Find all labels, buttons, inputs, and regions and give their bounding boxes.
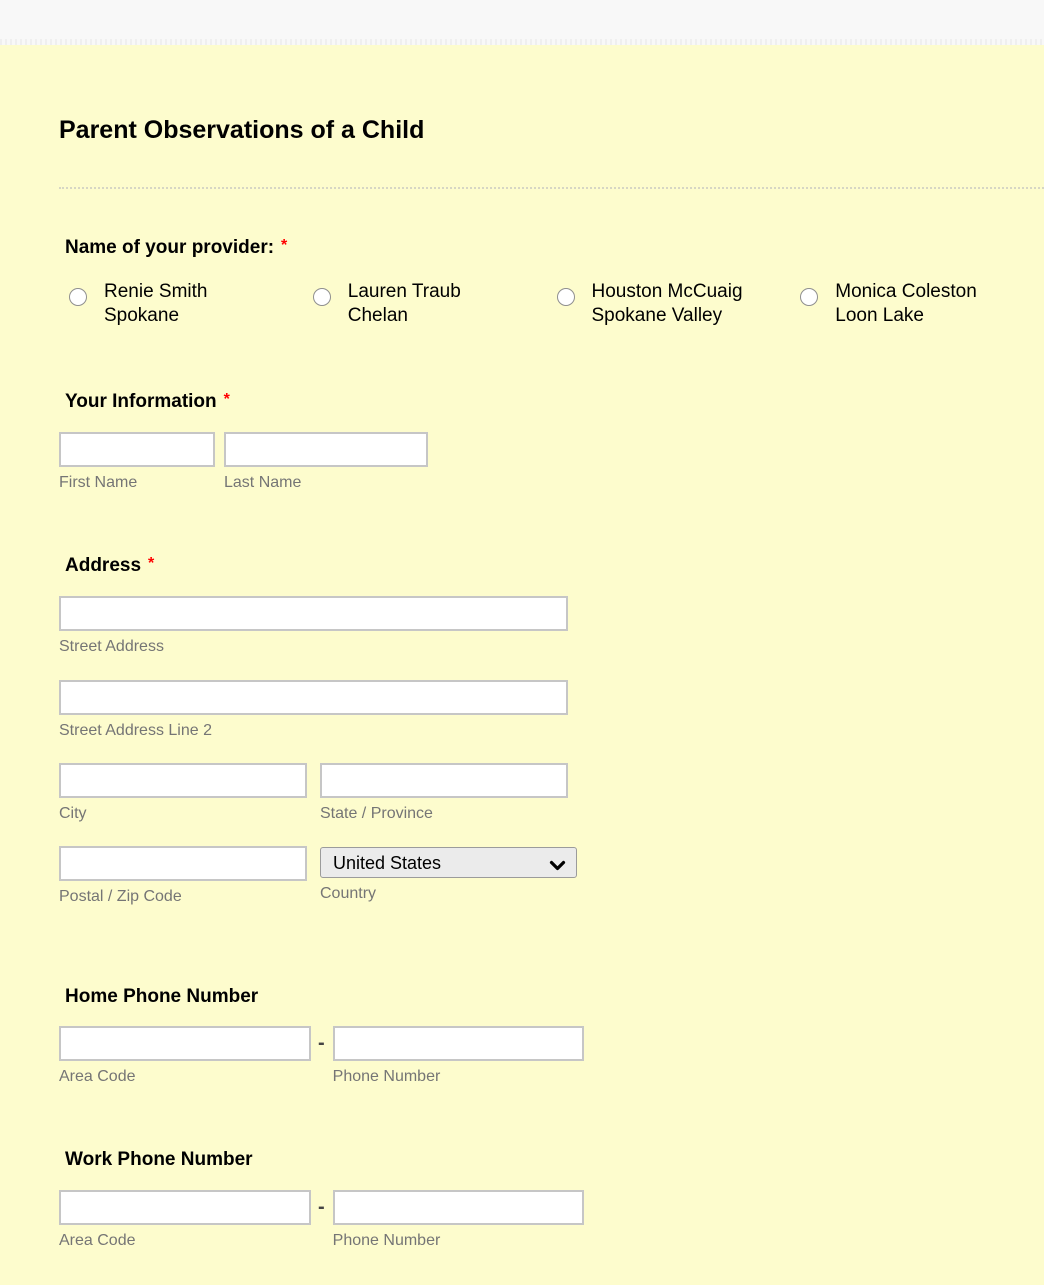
radio-button-icon[interactable] xyxy=(313,288,331,306)
section-address xyxy=(59,554,1044,906)
browser-top-strip xyxy=(0,0,1044,45)
section-your-information xyxy=(59,390,1044,492)
work-phone-heading: Work Phone Number xyxy=(65,1149,253,1170)
your-information-heading: Your Information xyxy=(65,391,217,412)
country-select[interactable] xyxy=(320,847,577,878)
home-area-code-sublabel: Area Code xyxy=(59,1068,136,1085)
first-name-sublabel: First Name xyxy=(59,474,138,491)
last-name-input[interactable] xyxy=(224,432,428,467)
postal-zip-input[interactable] xyxy=(59,846,307,881)
radio-option-label: Monica Coleston Loon Lake xyxy=(835,281,977,326)
home-area-code-input[interactable] xyxy=(59,1026,311,1061)
postal-zip-sublabel: Postal / Zip Code xyxy=(59,888,182,905)
state-province-input[interactable] xyxy=(320,763,568,798)
country-sublabel: Country xyxy=(320,885,377,902)
phone-separator: - xyxy=(318,1196,325,1218)
country-select-wrap xyxy=(320,847,577,878)
work-area-code-input[interactable] xyxy=(59,1190,311,1225)
last-name-sublabel: Last Name xyxy=(224,474,302,491)
home-phone-number-sublabel: Phone Number xyxy=(332,1068,441,1085)
street-address-line2-input[interactable] xyxy=(59,680,568,715)
phone-separator: - xyxy=(318,1032,325,1054)
required-asterisk: * xyxy=(148,555,155,572)
radio-option-houston-mccuaig[interactable] xyxy=(557,280,801,328)
radio-option-monica-coleston[interactable] xyxy=(800,280,1044,328)
work-phone-number-sublabel: Phone Number xyxy=(332,1232,441,1249)
work-area-code-sublabel: Area Code xyxy=(59,1232,136,1249)
street-address-input[interactable] xyxy=(59,596,568,631)
home-phone-number-input[interactable] xyxy=(333,1026,584,1061)
address-heading: Address xyxy=(65,555,142,576)
provider-radio-group xyxy=(69,280,1044,328)
home-phone-heading: Home Phone Number xyxy=(65,986,259,1007)
radio-button-icon[interactable] xyxy=(69,288,87,306)
title-divider xyxy=(59,187,1044,189)
radio-button-icon[interactable] xyxy=(800,288,818,306)
street-address-sublabel: Street Address xyxy=(59,638,164,655)
section-work-phone xyxy=(59,1148,1044,1250)
city-sublabel: City xyxy=(59,805,87,822)
section-home-phone xyxy=(59,985,1044,1086)
radio-option-label: Houston McCuaig Spokane Valley xyxy=(591,281,743,326)
required-asterisk: * xyxy=(223,391,230,408)
radio-option-renie-smith[interactable] xyxy=(69,280,313,328)
first-name-input[interactable] xyxy=(59,432,215,467)
street-address-line2-sublabel: Street Address Line 2 xyxy=(59,722,212,739)
state-province-sublabel: State / Province xyxy=(320,805,433,822)
city-input[interactable] xyxy=(59,763,307,798)
radio-option-label: Lauren Traub Chelan xyxy=(347,281,461,326)
work-phone-number-input[interactable] xyxy=(333,1190,584,1225)
radio-option-label: Renie Smith Spokane xyxy=(104,281,208,326)
section-provider xyxy=(59,236,1044,328)
radio-button-icon[interactable] xyxy=(557,288,575,306)
radio-option-lauren-traub[interactable] xyxy=(313,280,557,328)
required-asterisk: * xyxy=(281,237,288,254)
provider-heading: Name of your provider: xyxy=(65,237,275,258)
form-page xyxy=(0,115,1044,1250)
form-title: Parent Observations of a Child xyxy=(59,116,425,144)
